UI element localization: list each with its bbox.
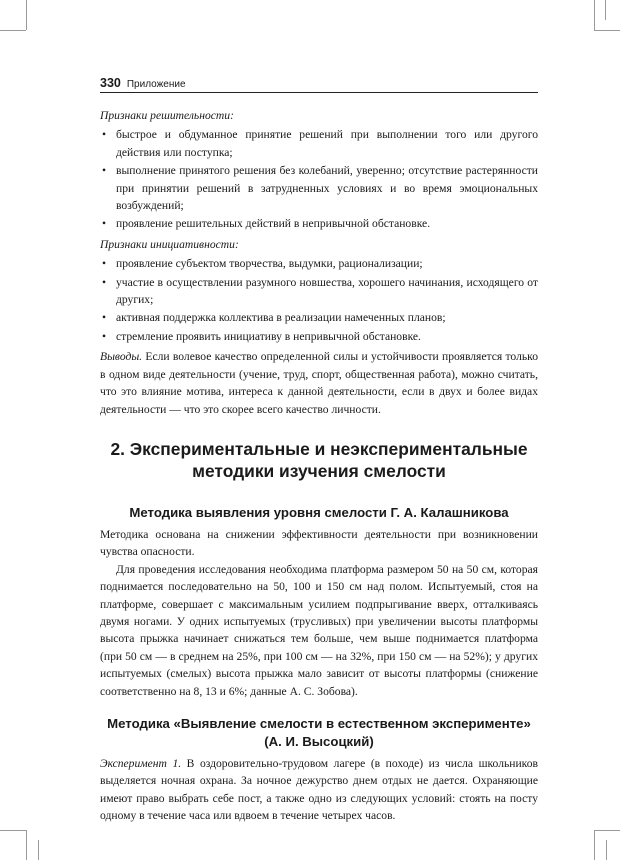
signs-decisiveness-heading: Признаки решительности: bbox=[100, 109, 234, 122]
list-item-text: участие в осуществлении разумного новшества, хорошего начинания, исходящего от других; bbox=[116, 275, 538, 307]
conclusions-text: Если волевое качество определенной силы и устойчивости проявляется только в одном виде деятельности (учение, труд, спорт, общественная работа), можно считать, что это влияние мотива, интереса к данной деятельности, если в двух и более видах деятельности — что это скорее всего качество личности. bbox=[100, 350, 538, 416]
list-item-text: проявление субъектом творчества, выдумки, рационализации; bbox=[116, 257, 423, 271]
list-item bbox=[100, 215, 538, 232]
page-number: 330 bbox=[100, 76, 121, 90]
crop-mark-bottom-right-h bbox=[594, 830, 620, 831]
list-item-text: стремление проявить инициативу в непривычной обстановке. bbox=[116, 329, 421, 343]
list-item bbox=[100, 274, 538, 309]
experiment-text: В оздоровительно-трудовом лагере (в походе) из числа школьников выделяется ночная охрана. За ночное дежурство днем отдых не дается. Охраняющие имеют право выбрать себе пост, а также одно из следующих условий: стоять на посту одному в течение часа или вдвоем в течение четырех часов. bbox=[100, 756, 538, 823]
running-header bbox=[100, 76, 538, 93]
list-item bbox=[100, 126, 538, 161]
bullet-icon: • bbox=[102, 275, 107, 289]
crop-mark-bottom-right-v bbox=[594, 830, 595, 860]
crop-mark-bottom-left-h bbox=[0, 830, 26, 831]
bullet-icon: • bbox=[102, 257, 107, 271]
bullet-icon: • bbox=[102, 329, 107, 343]
crop-mark-top-left-h bbox=[0, 30, 26, 31]
conclusions-paragraph bbox=[100, 348, 538, 418]
crop-mark-top-right-h bbox=[594, 30, 620, 31]
signs-initiative-heading: Признаки инициативности: bbox=[100, 237, 239, 251]
bullet-icon: • bbox=[102, 311, 107, 325]
list-item bbox=[100, 309, 538, 326]
experiment-label: Эксперимент 1. bbox=[100, 756, 182, 770]
list-item-text: проявление решительных действий в непривычной обстановке. bbox=[116, 217, 431, 231]
list-item bbox=[100, 255, 538, 272]
method2-title: Методика «Выявление смелости в естественном эксперименте» (А. И. Высоцкий) bbox=[107, 715, 531, 749]
list-item-text: выполнение принятого решения без колебаний, уверенно; отсутствие растерянности при принятии решений в затрудненных условиях и во время эмоциональных возбуждений; bbox=[116, 164, 538, 213]
bullet-icon: • bbox=[102, 217, 107, 231]
method1-para1: Методика основана на снижении эффективности деятельности при возникновении чувства опасности. bbox=[100, 527, 538, 559]
crop-mark-top-right-v bbox=[594, 0, 595, 30]
crop-mark-bottom-left-v2 bbox=[38, 840, 39, 860]
list-item-text: активная поддержка коллектива в реализации намеченных планов; bbox=[116, 311, 446, 325]
list-item bbox=[100, 328, 538, 345]
list-item-text: быстрое и обдуманное принятие решений при выполнении того или другого действия или поступка; bbox=[116, 128, 538, 159]
crop-mark-top-right-v2 bbox=[605, 0, 606, 20]
conclusions-label: Выводы. bbox=[100, 350, 143, 364]
bullet-icon: • bbox=[102, 128, 107, 142]
list-item bbox=[100, 162, 538, 214]
crop-mark-bottom-left-v bbox=[26, 830, 27, 860]
bullet-icon: • bbox=[102, 164, 107, 178]
initiative-list bbox=[100, 255, 538, 345]
method2-paragraph bbox=[100, 755, 538, 825]
decisiveness-list bbox=[100, 126, 538, 232]
running-title: Приложение bbox=[126, 79, 186, 90]
crop-mark-top-left-v bbox=[26, 0, 27, 30]
method1-title: Методика выявления уровня смелости Г. А. Калашникова bbox=[129, 504, 509, 520]
crop-mark-bottom-right-v2 bbox=[606, 840, 607, 860]
page-content bbox=[100, 76, 538, 825]
method1-para2: Для проведения исследования необходима платформа размером 50 на 50 см, которая поднимается последовательно на 50, 100 и 150 см над полом. Испытуемый, стоя на платформе, совершает с максимальным усилием подпрыгивание вверх, отталкиваясь двумя ногами. У одних испытуемых (трусливых) при увеличении высоты платформы высота прыжка начинает снижаться тем больше, чем выше поднимается платформа (при 50 см — в среднем на 25%, при 100 см — на 32%, при 150 см — на 52%); у других испытуемых (смелых) высота прыжка мало зависит от высоты платформы (снижение соответственно на 8, 13 и 6%; данные А. С. Зобова). bbox=[100, 562, 538, 698]
section-title: 2. Экспериментальные и неэкспериментальные методики изучения смелости bbox=[110, 438, 528, 481]
